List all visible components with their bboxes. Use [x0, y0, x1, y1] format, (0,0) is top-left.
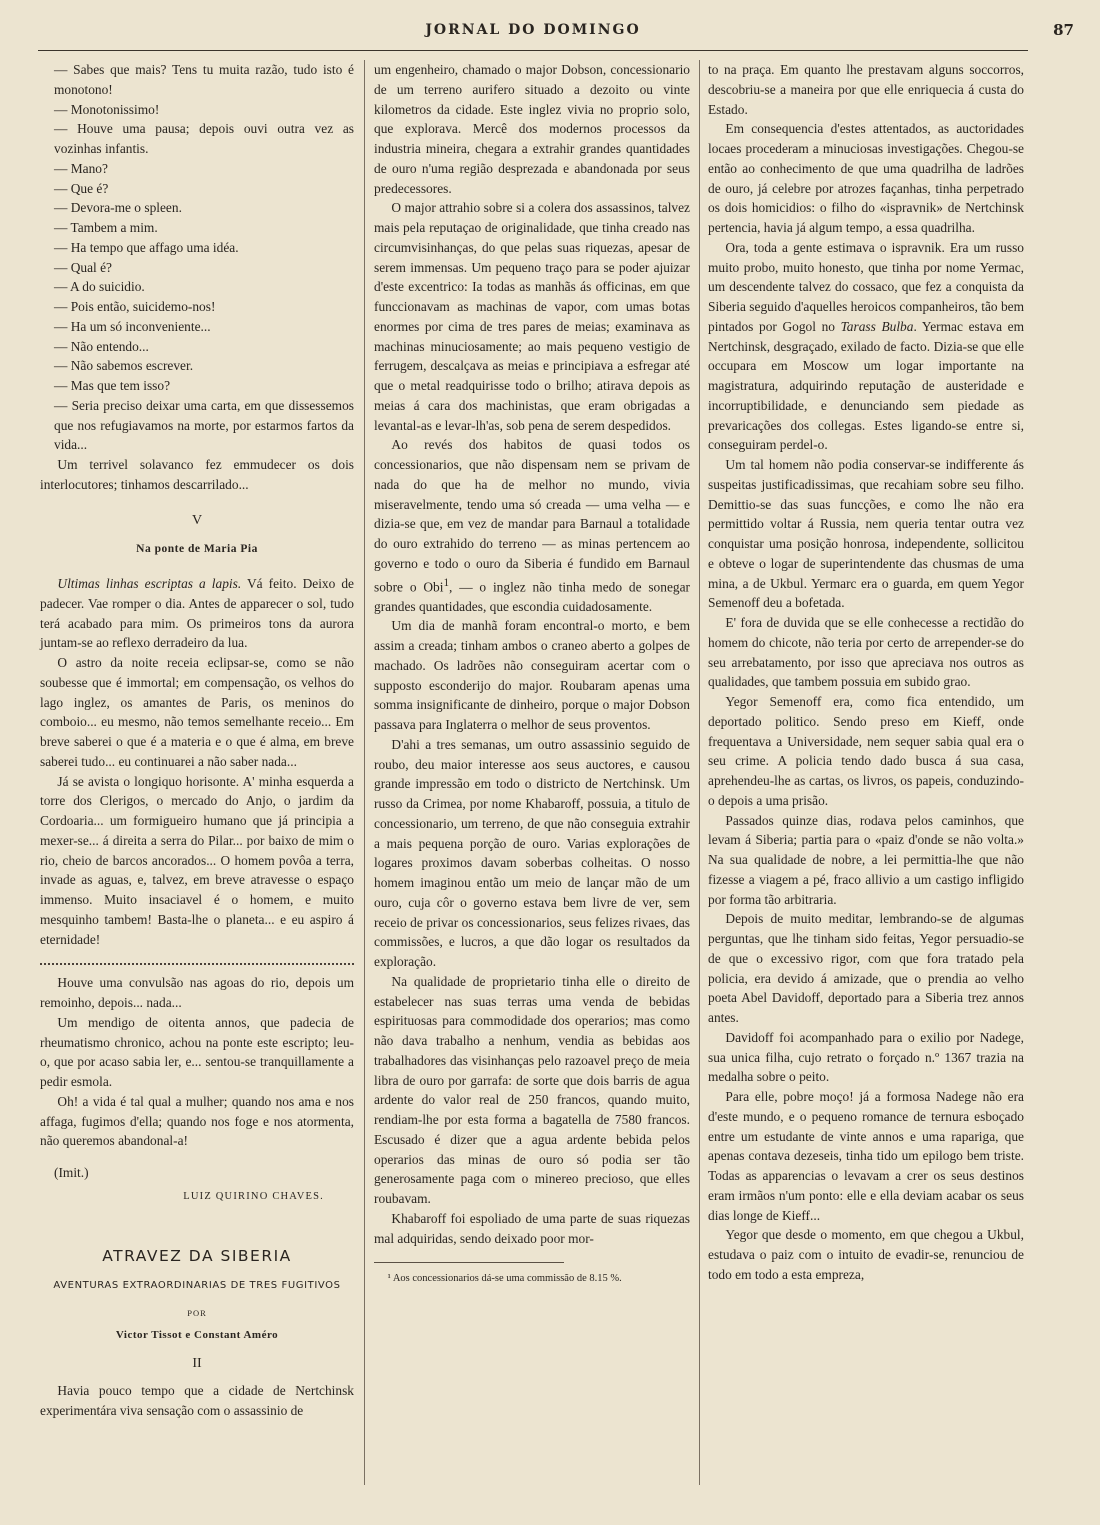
dialogue-line: — Ha tempo que affago uma idéa.	[54, 239, 239, 255]
dialogue-line: — Pois então, suicidemo-nos!	[54, 299, 216, 314]
paragraph: Um dia de manhã foram encontral-o morto, e bem assim a creada; tinham ambos o craneo aberto a golpes de machado. Os ladrões não conseguiram acertar com o supposto esconderijo do major. Roubaram apenas uma somma insignificante de dinheiro, porque o major Dobson passava para Inglaterra o melhor de seus proventos.	[374, 618, 690, 733]
paragraph-text: , — o inglez não tinha medo de sonegar grandes quantidades, que escondia cuidadosamente.	[374, 578, 690, 614]
column-right	[708, 60, 1024, 1285]
column-rule	[364, 60, 365, 1485]
paragraph: Na qualidade de proprietario tinha elle o direito de estabelecer nas suas terras uma venda de bebidas espirituosas para commodidade dos operarios; mas como não dava trabalho a nenhum, vendia as bebidas aos trabalhadores das visinhanças pelo razoavel preço de meia libra de ouro por garrafa: de sorte que dois barris de agua ardente do valor real de 250 francos, quando muito, rendiam-lhe por esta forma a bagatella de 7580 francos. Escusado é dizer que a agua ardente bebida pelos operarios das minas de ouro só podia ser tão generosamente paga com o minereo precioso, que elles roubavam.	[374, 973, 690, 1207]
dialogue-line: — Ha um só inconveniente...	[54, 318, 211, 334]
journal-title: JORNAL DO DOMINGO	[425, 22, 641, 38]
page-number: 87	[1053, 21, 1074, 39]
paragraph: Yegor que desde o momento, em que chegou a Ukbul, estudava o paiz com o intuito de evadir-se, renunciou de todo em todo a esta empreza,	[708, 1227, 1024, 1282]
article-authors: Victor Tissot e Constant Améro	[115, 1328, 279, 1341]
author-signature: LUIZ QUIRINO CHAVES.	[183, 1190, 324, 1202]
paragraph: Yegor Semenoff era, como fica entendido, um deportado politico. Sendo preso em Kieff, onde frequentava a Universidade, nem sequer sabia qual era o seu crime. A policia tendo dado busca á sua casa, aprehendeu-lhe as cartas, os livros, os papeis, conduzindo-o depois a uma prisão.	[708, 694, 1024, 808]
section-number: V	[191, 512, 203, 528]
italic-title: Tarass Bulba	[840, 318, 914, 334]
dialogue-line: — Sabes que mais? Tens tu muita razão, tudo isto é monotono!	[54, 62, 354, 97]
dialogue-line: — Devora-me o spleen.	[54, 200, 182, 216]
dialogue-line: — Houve uma pausa; depois ouvi outra vez as vozinhas infantis.	[54, 121, 354, 156]
column-rule	[699, 60, 700, 1485]
paragraph: Já se avista o longiquo horisonte. A' minha esquerda a torre dos Clerigos, o mercado do Anjo, o jardim da Cordoaria... um formigueiro humano que já principia a mexer-se... á direita a serra do Pilar... por baixo de mim o rio, cheio de barcos ancorados... O homem povôa a terra, invade as aguas, e, talvez, em breve atravesse o espaço immenso. Muito insaciavel é o homem, e muito mesquinho tambem! Basta-lhe o planeta... e eu aspiro á eternidade!	[40, 773, 354, 947]
column-middle	[374, 60, 690, 1289]
footnote: ¹ Aos concessionarios dá-se uma commissão de 8.15 %.	[387, 1273, 622, 1285]
dialogue-line: — A do suicidio.	[54, 279, 145, 295]
dialogue-line: — Mas que tem isso?	[54, 378, 171, 393]
dialogue-line: — Monotonissimo!	[54, 101, 160, 117]
paragraph: Um mendigo de oitenta annos, que padecia de rheumatismo chronico, achou na ponte este escripto; leu-o, que por acaso sabia ler, e... sentou-se tranquillamente a pedir esmola.	[40, 1014, 354, 1089]
paragraph: Houve uma convulsão nas agoas do rio, depois um remoinho, depois... nada...	[40, 975, 354, 1010]
paragraph: Um tal homem não podia conservar-se indifferente ás suspeitas justificadissimas, que recahiam sobre seu filho. Demittio-se das suas funcções, e como lhe não era permittido voltar á Russia, nem queria tentar outra vez conquistar uma posição honrosa, independente, sollicitou e obteve o logar de superintendente das chusmas de uma mina, a de Ukbul. Yermarc era o guarda, em quem Yegor Semenoff deu a bofetada.	[708, 457, 1024, 611]
article-title: ATRAVEZ DA SIBERIA	[102, 1246, 292, 1265]
section-title: Na ponte de Maria Pia	[136, 543, 258, 556]
italic-lead: Ultimas linhas escriptas a lapis.	[57, 576, 242, 591]
paragraph: Para elle, pobre moço! já a formosa Nadege não era d'este mundo, e o pequeno romance de ternura esboçado entre um estudante de vinte annos e uma rapariga, que apenas contava dezeseis, tinha tido um epilogo bem triste. Todas as apparencias o levavam a crer os seus destinos eram irmãos n'um ponto: elle e ella deviam acabar os seus dias longe de Kieff...	[708, 1089, 1024, 1223]
paragraph: Oh! a vida é tal qual a mulher; quando nos ama e nos affaga, fugimos d'ella; quando nos foge e nos atormenta, não queremos abandonal-a!	[40, 1093, 354, 1149]
imit-note: (Imit.)	[54, 1165, 89, 1180]
paragraph: O astro da noite receia eclipsar-se, como se não soubesse que é immortal; em compensação, os velhos do lago inglez, os amantes de Paris, os meninos do comboio... eu mesmo, não temos semelhante receio... Em breve saberei o que é a materia e o que é alma, em breve saberei tudo... eu continuarei a não saber nada...	[40, 655, 354, 769]
paragraph: um engenheiro, chamado o major Dobson, concessionario de um terreno aurifero situado a dezoito ou vinte kilometros da cidade. Este inglez vivia no proprio solo, que explorava. Mercê dos modernos processos da industria mineira, chegara a extrahir grandes quantidades de ouro n'uma região desprezada e abandonada por seus predecessores.	[374, 62, 690, 196]
footnote-marker: 1	[443, 576, 450, 589]
column-left	[40, 60, 354, 1421]
paragraph	[708, 238, 1024, 455]
paragraph-text: Ora, toda a gente estimava o ispravnik. Era um russo muito probo, muito honesto, que tinha por nome Yermac, um descendente talvez do cossaco, que fez a conquista da Siberia seguido d'aquelles heroicos companheiros, tão bem pintados por Gogol no	[708, 239, 1024, 334]
dialogue-line: — Mano?	[54, 160, 108, 176]
chapter-number: II	[192, 1355, 202, 1371]
dialogue-line: — Tambem a mim.	[54, 220, 158, 235]
dialogue-block	[40, 60, 354, 455]
paragraph: E' fora de duvida que se elle conhecesse a rectidão do homem do chicote, não teria por certo de arrepender-se do seu arrebatamento, por isso que apreciava nos outros as qualidades, que tambem possuia em subido grao.	[708, 615, 1024, 690]
dialogue-line: — Que é?	[54, 180, 109, 196]
masthead	[38, 21, 1074, 51]
paragraph-text: Vá feito. Deixo de padecer. Vae romper o dia. Antes de apparecer o sol, tudo terá acabado para mim. Os primeiros tons da aurora juntam-se ao reflexo derradeiro da lua.	[40, 576, 354, 651]
dialogue-line: — Seria preciso deixar uma carta, em que dissessemos que nos refugiavamos na morte, por estarmos fartos da vida...	[54, 397, 354, 453]
paragraph: D'ahi a tres semanas, um outro assassinio seguido de roubo, deu maior interesse aos seus auctores, e causou grande impressão em todo o districto de Nertchinsk. Um russo da Crimea, por nome Khabaroff, possuia, a titulo de concessionario, um terreno, de que não conseguia extrahir a mais pequena porção de ouro. Varias explorações de logares proximos davam soberbas colheitas. O nosso homem imaginou então um meio de lançar mão de um ouro, cuja côr o governo estava bem livre de ver, sem receio de privar os concessionarios, seus felizes rivaes, das commissões, e lucros, a que dão logar os resultados da exploração.	[374, 736, 690, 970]
paragraph: O major attrahio sobre si a colera dos assassinos, talvez mais pela reputaçao de originalidade, que tinha creado nas circumvisinhanças, do que pelas suas riquezas, apesar de serem immensas. Um pequeno traço para se poder ajuizar d'este excentrico: Ia todas as manhãs ás officinas, em que funccionavam as machinas de vapor, com umas botas enormes por cima de tres pares de meias; examinava as machinas minuciosamente; ao mais pequeno vestigio de ferrugem, descalçava as meias e principiava a esfregar até que o metal readquirisse todo o brilho; atirava depois as meias á cara dos machinistas, que eram obrigadas a levantal-as e levar-lh'as, sob pena de serem despedidos.	[374, 200, 690, 433]
dotted-separator	[40, 955, 354, 965]
paragraph: Em consequencia d'estes attentados, as auctoridades locaes procederam a minuciosas investigações. Chegou-se então ao conhecimento de que uma quadrilha de ladrões de ouro, já celebre por atrozes façanhas, tinha perpetrado os dois homicidios: o filho do «ispravnik» de Nertchinsk pertencia, havia já algum tempo, a essa quadrilha.	[708, 121, 1024, 235]
dialogue-line: — Qual é?	[54, 259, 113, 275]
paragraph-text: Ao revés dos habitos de quasi todos os concessionarios, que não dispensam nem se privam de nada do que ha de melhor no mundo, vivia miseravelmente, tendo uma só creada — uma velha — e dizia-se que, em vez de mandar para Barnaul a totalidade do ouro extrahido do terreno — as minas pertencem ao governo e todo o ouro da Siberia é fundido em Barnaul sobre o Obi	[374, 437, 690, 594]
paragraph: Khabaroff foi espoliado de uma parte de suas riquezas mal adquiridas, sendo deixado poor mor-	[374, 1210, 690, 1246]
paragraph: Davidoff foi acompanhado para o exilio por Nadege, sua unica filha, cujo retrato o forçado n.º 1367 trazia na medalha sobre o peito.	[708, 1029, 1024, 1085]
footnote-rule	[374, 1262, 564, 1263]
paragraph-text: . Yermac estava em Nertchinsk, desgraçado, exilado de facto. Dizia-se que elle occupara em Moscow um logar importante na magistratura, adquirindo reputação de austeridade e incorruptibilidade, e denunciando sem piedade as prevaricações dos collegas. Estes ligando-se entre si, conseguiram perdel-o.	[708, 318, 1025, 453]
paragraph: Havia pouco tempo que a cidade de Nertchinsk experimentára viva sensação com o assassinio de	[40, 1383, 354, 1418]
paragraph: Depois de muito meditar, lembrando-se de algumas perguntas, que lhe tinham sido feitas, Yegor persuadio-se de que o excessivo rigor, com que fora tratado pela policia, era devido á amizade, que o prendia ao velho poeta Abel Davidoff, deportado para a Siberia trez annos antes.	[708, 911, 1024, 1025]
dialogue-line: — Não sabemos escrever.	[54, 358, 194, 374]
article-por: POR	[187, 1308, 207, 1318]
paragraph	[374, 435, 690, 616]
paragraph: to na praça. Em quanto lhe prestavam alguns soccorros, descobriu-se a maneira por que elle enriquecia á custa do Estado.	[708, 62, 1024, 117]
dialogue-line: — Não entendo...	[54, 338, 149, 354]
paragraph	[40, 574, 354, 653]
paragraph: Um terrivel solavanco fez emmudecer os dois interlocutores; tinhamos descarrilado...	[40, 457, 354, 492]
article-subtitle: AVENTURAS EXTRAORDINARIAS DE TRES FUGITIVOS	[53, 1280, 341, 1292]
paragraph: Passados quinze dias, rodava pelos caminhos, que levam á Siberia; partia para o «paiz d'onde se não volta.» Na sua qualidade de nobre, a lei permittia-lhe que não fizesse a viagem a pé, fraco allivio a um castigo infligido por forma tão arbitraria.	[708, 812, 1024, 907]
